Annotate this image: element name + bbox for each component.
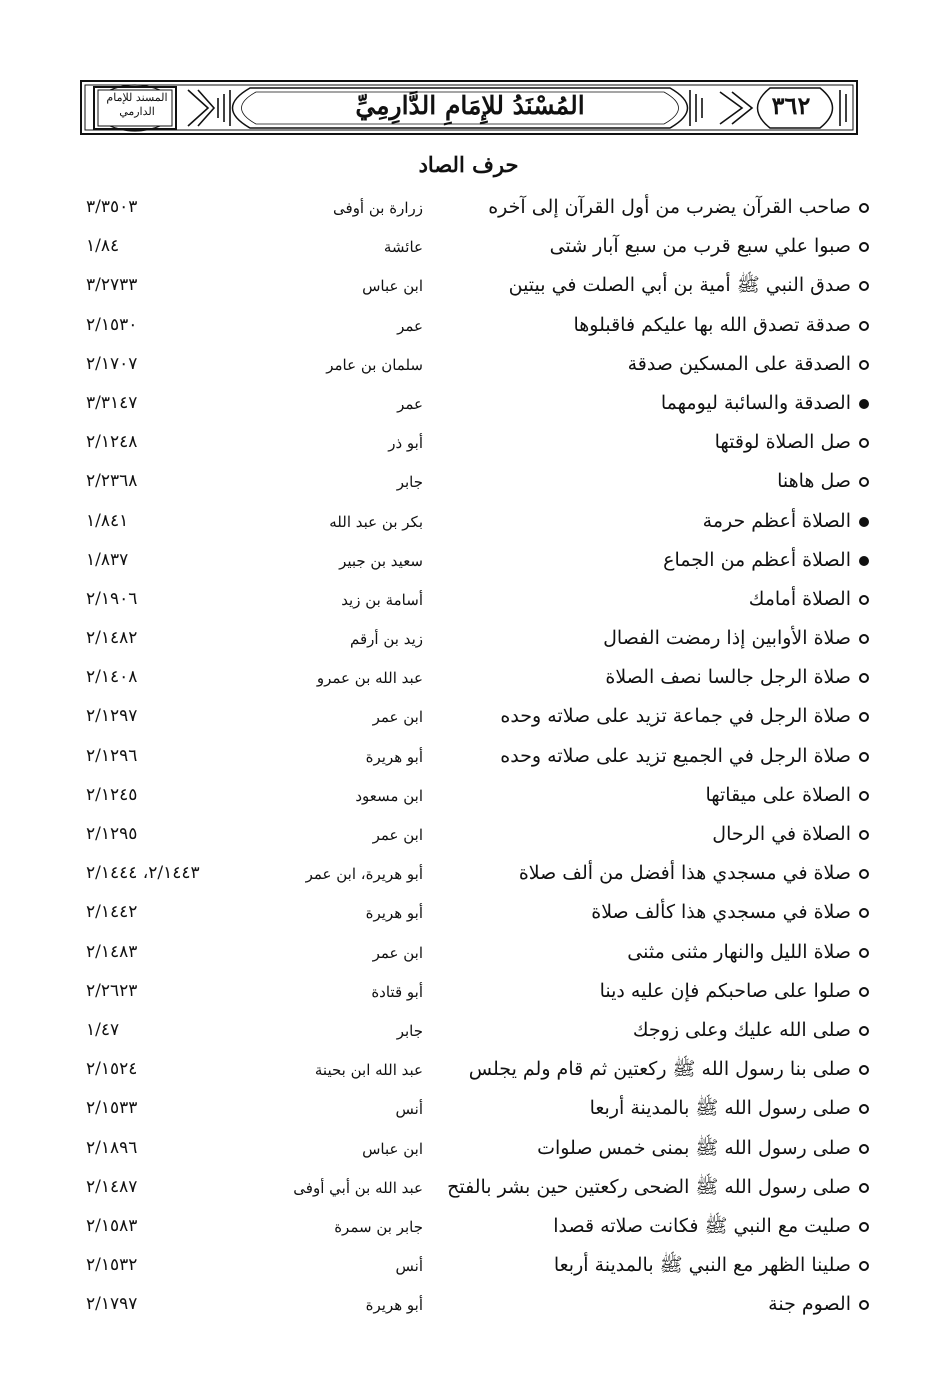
index-entry: [0, 344, 937, 383]
index-entry: [0, 265, 937, 304]
hadith-phrase: [661, 389, 869, 417]
index-entry: [0, 579, 937, 618]
hadith-phrase: [573, 311, 869, 339]
running-title: المُسْنَدُ للإِمَامِ الدَّارِمِيِّ: [355, 91, 585, 120]
index-entry: [0, 814, 937, 853]
narrator: عبد الله بن عمرو: [316, 669, 423, 688]
narrator: عبد الله بن أبي أوفى: [293, 1178, 423, 1197]
index-entry: [0, 1049, 937, 1088]
narrator: أبو ذر: [388, 434, 423, 453]
bullet-icon: [859, 1222, 869, 1232]
reference: ٢/١٢٩٦: [86, 745, 138, 766]
narrator: ابن عباس: [362, 1139, 423, 1158]
hadith-phrase: [705, 781, 869, 809]
hadith-phrase: [509, 271, 869, 299]
hadith-phrase: [633, 1016, 869, 1044]
phrase-text: صلى رسول الله ﷺ الضحى ركعتين حين بشر بالفتح: [447, 1175, 851, 1198]
narrator: عائشة: [383, 238, 423, 257]
index-entry: [0, 736, 937, 775]
reference: ١/٨٤١: [86, 510, 129, 531]
phrase-text: الصلاة في الرحال: [712, 823, 851, 845]
phrase-text: صلى بنا رسول الله ﷺ ركعتين ثم قام ولم يجلس: [468, 1058, 851, 1081]
reference: ٢/١٥٣٠: [86, 314, 138, 335]
bullet-icon: [859, 752, 869, 762]
index-entry: [0, 853, 937, 892]
narrator: عمر: [397, 394, 423, 413]
reference: ٢/١٢٤٥: [86, 784, 138, 805]
phrase-text: صلاة الليل والنهار مثنى مثنى: [627, 940, 851, 963]
phrase-text: صلوا على صاحبكم فإن عليه دينا: [599, 979, 851, 1002]
hadith-phrase: [627, 938, 869, 966]
hadith-phrase: [554, 1251, 869, 1279]
narrator: أبو قتادة: [371, 982, 423, 1001]
phrase-text: الصدقة على المسكين صدقة: [627, 352, 851, 375]
reference: ٢/١٥٣٣: [86, 1098, 138, 1119]
bullet-icon: [859, 281, 869, 291]
narrator: ابن عمر: [372, 826, 423, 844]
bullet-icon: [859, 791, 869, 801]
reference: ٢/١٨٩٦: [86, 1137, 138, 1158]
index-entry: [0, 971, 937, 1010]
bullet-icon: [859, 438, 869, 448]
index-entry: [0, 1284, 937, 1323]
hadith-phrase: [605, 663, 869, 691]
narrator: بكر بن عبد الله: [329, 512, 423, 531]
reference: ٢/١٤٨٢: [86, 628, 138, 649]
hadith-phrase: [500, 702, 869, 730]
narrator: أنس: [395, 1100, 423, 1119]
phrase-text: صلاة الرجل في جماعة تزيد على صلاته وحده: [500, 705, 851, 728]
reference: ٢/١٤٨٧: [86, 1176, 138, 1197]
reference: ٢/١٤٠٨: [86, 667, 138, 688]
reference: ٢/١٧٩٧: [86, 1294, 138, 1315]
narrator: ابن عباس: [362, 277, 423, 296]
phrase-text: صلينا الظهر مع النبي ﷺ بالمدينة أربعا: [553, 1254, 851, 1277]
hadith-phrase: [600, 977, 869, 1005]
reference: ٢/١٥٨٣: [86, 1215, 138, 1236]
phrase-text: صلى الله عليك وعلى زوجك: [632, 1018, 851, 1041]
index-entry: [0, 1206, 937, 1245]
reference: ٣/٣١٤٧: [86, 392, 138, 413]
reference: ٢/١٢٤٨: [86, 432, 138, 453]
narrator: أبو هريرة: [365, 1296, 423, 1315]
phrase-text: صلاة الأوابين إذا رمضت الفصال: [603, 627, 851, 650]
hadith-phrase: [591, 898, 869, 926]
bullet-icon: [859, 1261, 869, 1271]
narrator: ابن عمر: [372, 943, 423, 962]
reference: ٢/٢٦٢٣: [86, 980, 138, 1001]
index-entry: [0, 618, 937, 657]
narrator: عمر: [397, 316, 423, 335]
narrator: عبد الله ابن بحينة: [314, 1061, 423, 1080]
reference: ١/٨٤: [86, 236, 120, 257]
index-entry: [0, 383, 937, 422]
bullet-icon: [859, 360, 869, 370]
hadith-phrase: [469, 1055, 869, 1083]
index-entries: [0, 187, 937, 1323]
index-entry: [0, 1010, 937, 1049]
narrator: جابر: [396, 473, 423, 492]
phrase-text: صدقة تصدق الله بها عليكم فاقبلوها: [573, 313, 851, 336]
bullet-icon: [859, 712, 869, 722]
reference: ٢/١٧٠٧: [86, 353, 138, 374]
phrase-text: صل هاهنا: [777, 470, 851, 493]
narrator: زيد بن أرقم: [350, 630, 423, 649]
hadith-phrase: [715, 428, 869, 456]
hadith-phrase: [603, 624, 869, 652]
index-entry: [0, 1128, 937, 1167]
hadith-phrase: [537, 1134, 869, 1162]
bullet-icon: [859, 987, 869, 997]
index-entry: [0, 892, 937, 931]
bullet-icon: [859, 1300, 869, 1310]
hadith-phrase: [628, 350, 869, 378]
hadith-phrase: [703, 507, 869, 535]
index-entry: [0, 501, 937, 540]
index-entry: [0, 540, 937, 579]
narrator: أبو هريرة: [365, 904, 423, 923]
page-header: [80, 78, 858, 138]
index-entry: [0, 696, 937, 735]
index-entry: [0, 932, 937, 971]
reference: ٣/٣٥٠٣: [86, 197, 138, 217]
hadith-phrase: [712, 820, 869, 848]
index-entry: [0, 657, 937, 696]
bullet-icon: [859, 1026, 869, 1036]
reference: ٢/١٩٠٦: [86, 588, 138, 609]
hadith-phrase: [749, 585, 869, 613]
hadith-phrase: [663, 546, 869, 574]
index-entry: [0, 305, 937, 344]
phrase-text: صاحب القرآن يضرب من أول القرآن إلى آخره: [488, 196, 851, 218]
phrase-text: صلى رسول الله ﷺ بالمدينة أربعا: [589, 1097, 851, 1120]
bullet-icon: [859, 634, 869, 644]
phrase-text: الصلاة على ميقاتها: [705, 783, 851, 806]
phrase-text: الصدقة والسائبة ليومهما: [660, 391, 851, 414]
bullet-icon: [859, 1104, 869, 1114]
phrase-text: صل الصلاة لوقتها: [714, 431, 851, 454]
phrase-text: الصلاة أعظم من الجماع: [663, 548, 851, 571]
hadith-phrase: [590, 1094, 869, 1122]
bullet-icon: [859, 673, 869, 683]
hadith-phrase: [447, 1173, 869, 1201]
logo-text: المسند للإمام الدارمي: [106, 91, 168, 118]
reference: ١/٤٧: [86, 1019, 120, 1040]
bullet-icon: [859, 830, 869, 840]
bullet-icon: [859, 242, 869, 252]
hadith-phrase: [550, 232, 869, 260]
narrator: سلمان بن عامر: [326, 355, 423, 374]
reference: ٣/٢٧٣٣: [86, 275, 138, 296]
phrase-text: صلاة في مسجدي هذا كألف صلاة: [591, 901, 851, 924]
phrase-text: صلاة الرجل في الجميع تزيد على صلاته وحده: [500, 744, 851, 767]
reference: ٢/١٢٩٥: [86, 824, 138, 844]
reference: ٢/١٥٢٤: [86, 1059, 138, 1080]
index-entry: [0, 461, 937, 500]
hadith-phrase: [768, 1290, 869, 1318]
phrase-text: الصوم جنة: [768, 1293, 851, 1316]
hadith-phrase: [777, 467, 869, 495]
hadith-phrase: [519, 859, 869, 887]
narrator: زرارة بن أوفى: [333, 199, 423, 217]
bullet-icon: [859, 1144, 869, 1154]
bullet-icon: [859, 595, 869, 605]
bullet-icon: [859, 399, 869, 409]
reference: ٢/٢٣٦٨: [86, 471, 138, 492]
narrator: جابر بن سمرة: [334, 1217, 423, 1236]
reference: ٢/١٢٩٧: [86, 706, 138, 727]
narrator: جابر: [396, 1021, 423, 1040]
phrase-text: صبوا علي سبع قرب من سبع آبار شتى: [549, 235, 851, 258]
reference: ٢/١٤٤٣، ٢/١٤٤٤: [86, 863, 200, 884]
narrator: ابن عمر: [372, 708, 423, 727]
narrator: أبو هريرة: [365, 747, 423, 766]
narrator: أبو هريرة، ابن عمر: [305, 865, 423, 884]
reference: ٢/١٤٨٣: [86, 941, 138, 962]
reference: ٢/١٤٤٢: [86, 902, 138, 923]
bullet-icon: [859, 477, 869, 487]
section-title: حرف الصاد: [418, 152, 519, 177]
narrator: أسامة بن زيد: [341, 590, 423, 609]
phrase-text: الصلاة أعظم حرمة: [702, 509, 851, 532]
index-entry: [0, 1245, 937, 1284]
index-entry: [0, 1167, 937, 1206]
bullet-icon: [859, 321, 869, 331]
page-number: ٣٦٢: [771, 91, 811, 120]
index-entry: [0, 1088, 937, 1127]
hadith-phrase: [500, 742, 869, 770]
reference: ٢/١٥٣٢: [86, 1255, 138, 1276]
index-entry: [0, 775, 937, 814]
phrase-text: صليت مع النبي ﷺ فكانت صلاته قصدا: [553, 1214, 851, 1237]
narrator: ابن مسعود: [355, 786, 423, 805]
phrase-text: صلاة في مسجدي هذا أفضل من ألف صلاة: [518, 862, 851, 885]
hadith-phrase: [553, 1212, 869, 1240]
phrase-text: صلى رسول الله ﷺ بمنى خمس صلوات: [537, 1136, 851, 1159]
bullet-icon: [859, 556, 869, 566]
bullet-icon: [859, 948, 869, 958]
index-entry: [0, 187, 937, 226]
index-entry: [0, 226, 937, 265]
phrase-text: الصلاة أمامك: [748, 587, 851, 610]
bullet-icon: [859, 517, 869, 527]
hadith-phrase: [488, 193, 869, 221]
reference: ١/٨٣٧: [86, 549, 129, 570]
bullet-icon: [859, 869, 869, 879]
phrase-text: صلاة الرجل جالسا نصف الصلاة: [605, 666, 851, 689]
bullet-icon: [859, 1065, 869, 1075]
index-entry: [0, 422, 937, 461]
bullet-icon: [859, 203, 869, 213]
bullet-icon: [859, 908, 869, 918]
narrator: أنس: [395, 1257, 423, 1276]
narrator: سعيد بن جبير: [339, 551, 423, 570]
phrase-text: صدق النبي ﷺ أمية بن أبي الصلت في بيتين: [508, 274, 851, 297]
bullet-icon: [859, 1183, 869, 1193]
